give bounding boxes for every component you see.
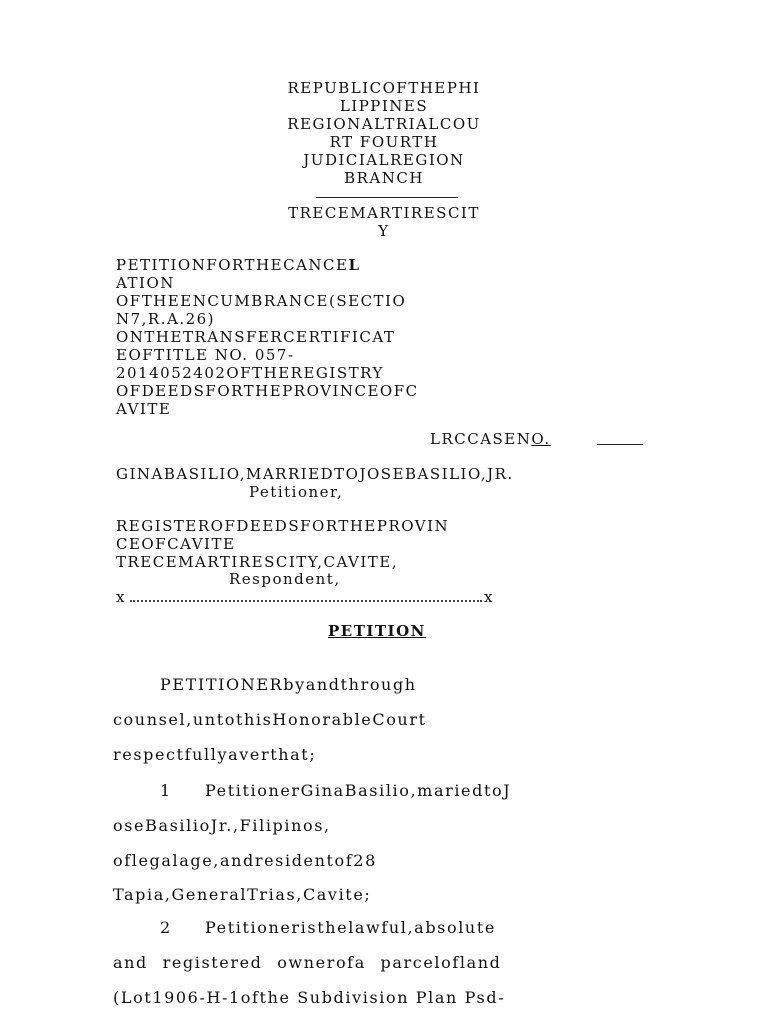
respondent-role: Respondent, [229, 570, 341, 588]
case-number-blank [597, 444, 643, 445]
separator-right-x: x [484, 588, 494, 606]
case-number-label: O. [531, 430, 551, 448]
case-prefix: LRCCASEN [430, 430, 532, 448]
paragraph-2-line-3: (Lot1906-H-1ofthe Subdivision Plan Psd- [113, 988, 506, 1007]
title-line-4: N7,R.A.26) [116, 310, 216, 328]
paragraph-1-number: 1 [160, 781, 172, 800]
paragraph-2-line-2: and registered ownerofa parcelofland [113, 953, 502, 972]
petitioner-name: GINABASILIO,MARRIEDTOJOSEBASILIO,JR. [116, 465, 514, 483]
title-line-7: 2014052402OFTHEREGISTRY [116, 364, 384, 382]
title-line-3: OFTHEENCUMBRANCE(SECTIO [116, 292, 407, 310]
paragraph-2-number: 2 [160, 918, 172, 937]
header-branch: BRANCH [344, 169, 424, 187]
title-line-2: ATION [116, 274, 175, 292]
intro-line-3: respectfullyaverthat; [113, 745, 317, 764]
header-republic: REPUBLICOFTHEPHI [287, 79, 481, 97]
header-city-cont: Y [378, 222, 390, 240]
header-judicial-region: JUDICIALREGION [303, 151, 465, 169]
paragraph-1-line-3: oflegalage,andresidentof28 [113, 851, 377, 870]
header-regional-trial-court: REGIONALTRIALCOU [287, 115, 481, 133]
respondent-line-3: TRECEMARTIRESCITY,CAVITE, [116, 553, 399, 571]
respondent-line-1: REGISTEROFDEEDSFORTHEPROVIN [116, 517, 450, 535]
title-line-5: ONTHETRANSFERCERTIFICAT [116, 328, 396, 346]
intro-line-2: counsel,untothisHonorableCourt [113, 710, 427, 729]
paragraph-2-line-1: Petitioneristhelawful,absolute [205, 918, 496, 937]
title-line-1 [116, 256, 361, 274]
paragraph-1-line-2: oseBasilioJr.,Filipinos, [113, 816, 331, 835]
title-line-1a: PETITIONFORTHECANCE [116, 256, 349, 274]
separator-left-x: x [116, 588, 126, 606]
title-line-8: OFDEEDSFORTHEPROVINCEOFC [116, 382, 419, 400]
title-line-9: AVITE [116, 400, 172, 418]
header-fourth: RT FOURTH [329, 133, 439, 151]
header-philippines: LIPPINES [339, 97, 429, 115]
case-number [430, 430, 551, 448]
petitioner-role: Petitioner, [249, 483, 344, 501]
paragraph-1-line-4: Tapia,GeneralTrias,Cavite; [113, 885, 372, 904]
separator-dotted-line [130, 600, 482, 602]
header-city: TRECEMARTIRESCIT [288, 204, 480, 222]
paragraph-1-line-1: PetitionerGinaBasilio,mariedtoJ [205, 781, 512, 800]
respondent-line-2: CEOFCAVITE [116, 535, 236, 553]
petition-heading: PETITION [328, 622, 426, 640]
intro-line-1: PETITIONERbyandthrough [160, 675, 417, 694]
title-line-6: EOFTITLE NO. 057- [116, 346, 295, 364]
branch-blank-line [316, 197, 458, 198]
title-line-1b: L [348, 256, 361, 274]
